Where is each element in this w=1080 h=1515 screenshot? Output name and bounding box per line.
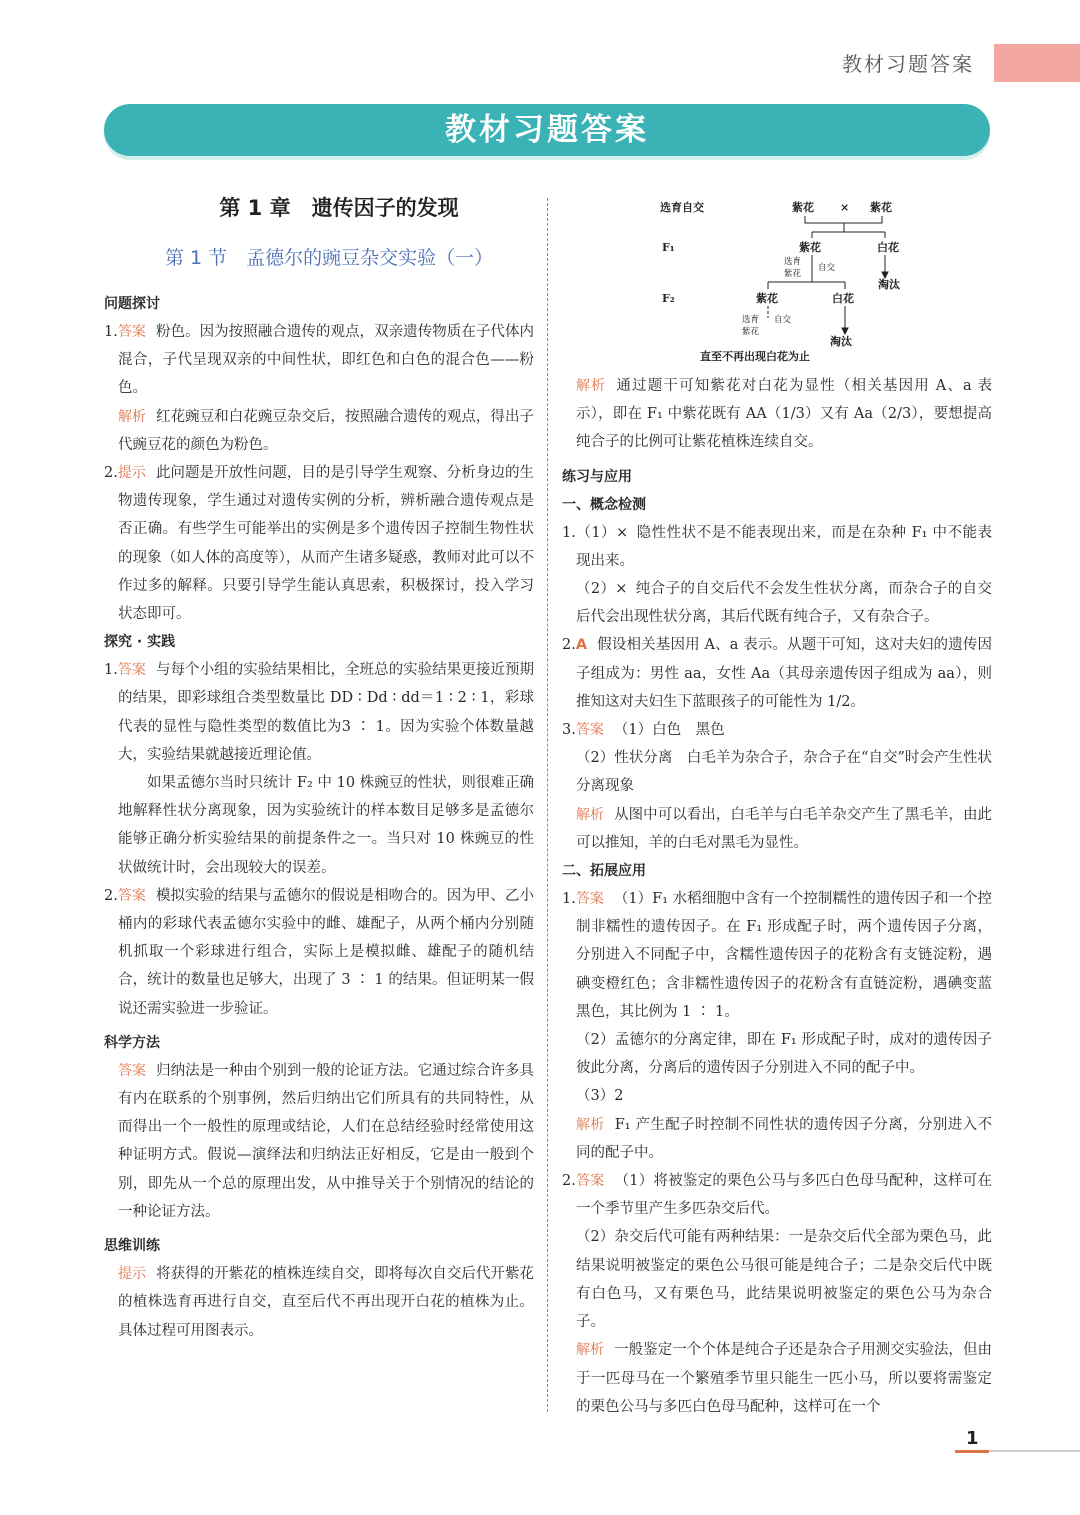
wenti-q1-analysis: 解析 红花豌豆和白花豌豆杂交后，按照融合遗传的观点，得出子代豌豆花的颜色为粉色。 [118, 408, 535, 453]
diag-f2-select-purple: 紫花 [742, 327, 760, 337]
siwei-hint: 提示 将获得的开紫花的植株连续自交，即将每次自交后代开紫花的植株选育再进行自交，直至后代不再出现开白花的植株为止。具体过程可用图表示。 [118, 1266, 535, 1339]
wenti-q1: 1.答案 粉色。因为按照融合遗传的观点，双亲遗传物质在子代体内混合，子代呈现双亲的中间性状，即红色和白色的混合色——粉色。 [104, 324, 534, 397]
heading-lianxi: 练习与应用 [562, 468, 632, 485]
diag-f1-select: 选育 [784, 257, 802, 267]
tanjiu-q1: 1.答案 与每个小组的实验结果相比，全班总的实验结果更接近预期的结果，即彩球组合类型数量比 DD ∶ Dd ∶ dd＝1 ∶ 2 ∶ 1，彩球代表的显性与隐性类型的数值比为3 ∶ 1。因为实验个体数量越大，实验结果就越接近理论值。 [104, 662, 534, 763]
header-label: 教材习题答案 [842, 52, 974, 76]
selection-diagram [562, 192, 992, 368]
diag-bottom: 直至不再出现白花为止 [700, 350, 810, 363]
diag-f1: F₁ [662, 241, 675, 254]
tanjiu-q1-para2: 如果孟德尔当时只统计 F₂ 中 10 株豌豆的性状，则很难正确地解释性状分离现象，因为实验统计的样本数目足够多是孟德尔能够正确分析实验结果的前提条件之一。当只对 10 株豌豆的性状做统计时，会出现较大的误差。 [118, 775, 534, 876]
chapter-title: 第 1 章 遗传因子的发现 [219, 196, 459, 220]
tanjiu-q2: 2.答案 模拟实验的结果与孟德尔的假说是相吻合的。因为甲、乙小桶内的彩球代表孟德尔实验中的雌、雄配子，从两个桶内分别随机抓取一个彩球进行组合，实际上是模拟雌、雄配子的随机结合，统计的数量也足够大，出现了 3 ∶ 1 的结果。但证明某一假说还需实验进一步验证。 [104, 887, 534, 1017]
right-column [562, 192, 992, 1421]
heading-kexue: 科学方法 [104, 1034, 160, 1051]
gainian-1-1: 1.（1）× 隐性性状不是不能表现出来，而是在杂种 F₁ 中不能表现出来。 [562, 524, 993, 569]
tuozhan-2-analysis: 解析 一般鉴定一个个体是纯合子还是杂合子用测交实验法，但由于一匹母马在一个繁殖季节里只能生一匹小马，所以要将需鉴定的栗色公马与多匹白色母马配种，这样可在一个 [576, 1342, 993, 1415]
tuozhan-1-p2: （2）孟德尔的分离定律，即在 F₁ 形成配子时，成对的遗传因子彼此分离，分离后的遗传因子分别进入不同的配子中。 [576, 1032, 992, 1077]
gainian-3-analysis: 解析 从图中可以看出，白毛羊与白毛羊杂交产生了黑毛羊，由此可以推知，羊的白毛对黑毛为显性。 [576, 806, 993, 851]
diagram-analysis: 解析 通过题干可知紫花对白花为显性（相关基因用 A、a 表示），即在 F₁ 中紫花既有 AA（1/3）又有 Aa（2/3），要想提高纯合子的比例可让紫花植株连续自交。 [576, 378, 992, 451]
gainian-3: 3.答案 （1）白色 黑色 [562, 722, 725, 739]
diag-f1-eliminate: 淘汰 [878, 278, 900, 291]
diag-p-purple-1: 紫花 [792, 201, 814, 214]
diag-f1-white: 白花 [877, 241, 899, 254]
heading-gainian: 一、概念检测 [562, 496, 646, 513]
heading-wenti: 问题探讨 [104, 296, 160, 312]
heading-tanjiu: 探究 · 实践 [104, 634, 176, 651]
tuozhan-2-p2: （2）杂交后代可能有两种结果：一是杂交后代全部为栗色马，此结果说明被鉴定的栗色公马很可能是纯合子；二是杂交后代中既有白色马，又有栗色马，此结果说明被鉴定的栗色公马为杂合子。 [576, 1229, 992, 1331]
gainian-1-2: （2）× 纯合子的自交后代不会发生性状分离，而杂合子的自交后代会出现性状分离，其后代既有纯合子，又有杂合子。 [576, 581, 993, 626]
heading-tuozhan: 二、拓展应用 [562, 863, 646, 880]
diag-f2-select: 选育 [742, 315, 760, 325]
page-number: 1 [966, 1428, 979, 1449]
diag-f2-eliminate: 淘汰 [830, 335, 852, 348]
header-tab [994, 44, 1080, 82]
tuozhan-1-p3: （3）2 [576, 1088, 624, 1105]
diag-f2-purple: 紫花 [756, 292, 778, 305]
diag-cross: × [840, 201, 850, 214]
section-title: 第 1 节 孟德尔的豌豆杂交实验（一） [164, 247, 494, 269]
kexue-answer: 答案 归纳法是一种由个别到一般的论证方法。它通过综合许多具有内在联系的个别事例，然后归纳出它们所具有的共同特性，从而得出一个一般性的原理或结论，人们在总结经验时经常使用这种证明方式。假说—演绎法和归纳法正好相反，它是由一般到个别，即先从一个总的原理出发，从中推导关于个别情况的结论的一种论证方法。 [118, 1062, 535, 1220]
diag-f2-self: 自交 [774, 315, 792, 325]
diag-f1-self: 自交 [818, 263, 836, 273]
diag-select-self: 选育自交 [660, 201, 704, 214]
left-column [104, 188, 534, 1345]
diag-p-purple-2: 紫花 [870, 201, 892, 214]
gainian-3-line2: （2）性状分离 白毛羊为杂合子，杂合子在“自交”时会产生性状分离现象 [576, 750, 992, 795]
diag-f2: F₂ [662, 292, 675, 305]
column-divider [547, 198, 548, 1412]
tuozhan-2: 2.答案 （1）将被鉴定的栗色公马与多匹白色母马配种，这样可在一个季节里产生多匹杂交后代。 [562, 1173, 993, 1218]
heading-siwei: 思维训练 [104, 1238, 160, 1255]
diag-f1-select-purple: 紫花 [784, 269, 802, 279]
page-banner: 教材习题答案 [104, 104, 990, 156]
diag-f2-white: 白花 [832, 292, 854, 305]
gainian-2: 2.A 假设相关基因用 A、a 表示。从题干可知，这对夫妇的遗传因子组成为：男性 aa，女性 Aa（其母亲遗传因子组成为 aa），则推知这对夫妇生下蓝眼孩子的可能性为 1/2。 [562, 637, 992, 710]
wenti-q2: 2.提示 此问题是开放性问题，目的是引导学生观察、分析身边的生物遗传现象，学生通过对遗传实例的分析，辨析融合遗传观点是否正确。有些学生可能举出的实例是多个遗传因子控制生物性状的现象（如人体的高度等），从而产生诸多疑惑，教师对此可以不作过多的解释。只要引导学生能认真思索，积极探讨，投入学习状态即可。 [104, 465, 534, 623]
page-line-accent [955, 1450, 989, 1453]
tuozhan-1-analysis: 解析 F₁ 产生配子时控制不同性状的遗传因子分离，分别进入不同的配子中。 [576, 1116, 992, 1161]
diag-f1-purple: 紫花 [799, 241, 821, 254]
tuozhan-1: 1.答案 （1）F₁ 水稻细胞中含有一个控制糯性的遗传因子和一个控制非糯性的遗传因子。在 F₁ 形成配子时，两个遗传因子分离，分别进入不同配子中，含糯性遗传因子的花粉含有支链淀粉，遇碘变橙红色；含非糯性遗传因子的花粉含有直链淀粉，遇碘变蓝黑色，其比例为 1 ∶ 1。 [562, 891, 992, 1020]
